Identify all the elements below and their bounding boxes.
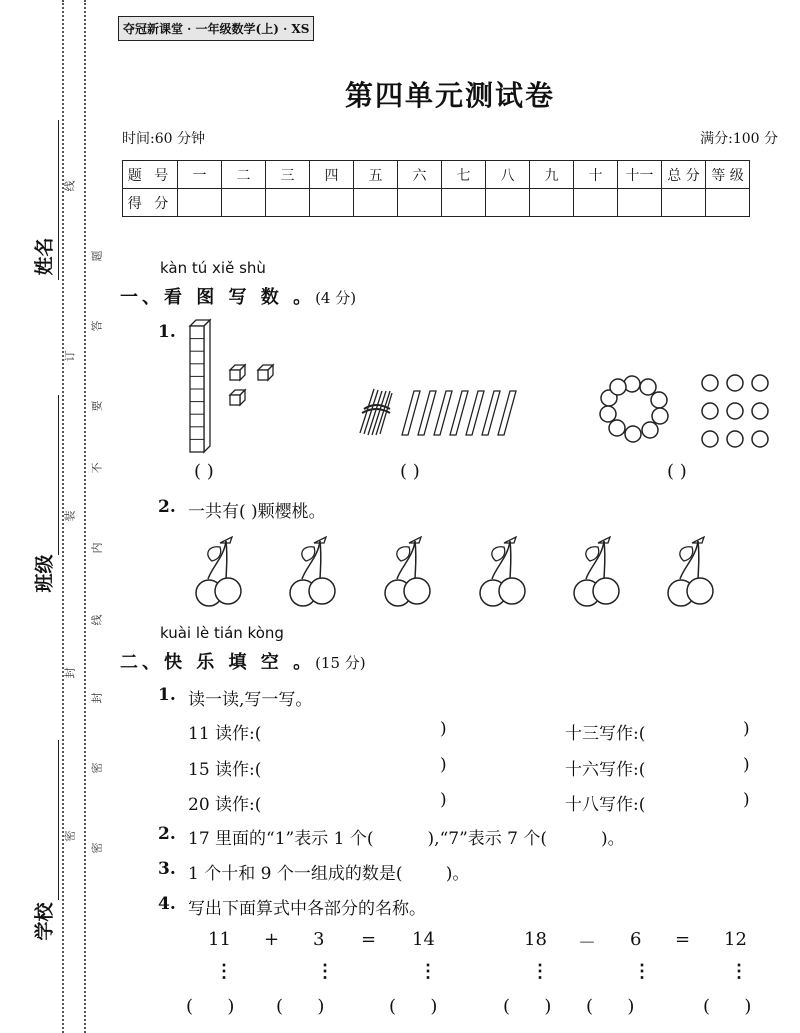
section2-title — [120, 648, 366, 674]
binding-char: 订 — [63, 350, 77, 362]
score-cell[interactable] — [354, 189, 398, 217]
equation-term: 11 — [208, 929, 231, 950]
section2-pinyin: kuài lè tián kòng — [160, 624, 284, 642]
score-cell[interactable] — [574, 189, 618, 217]
question-number: 1. — [158, 685, 176, 705]
page-title: 第四单元测试卷 — [344, 79, 555, 112]
equation-operator: = — [361, 929, 377, 950]
cherry — [480, 537, 525, 606]
cherry — [196, 537, 241, 606]
answer-blank[interactable]: ( ) — [667, 461, 687, 482]
series-tag: 夺冠新课堂 · 一年级数学(上) · XS — [118, 16, 314, 41]
table-cell: 等 级 — [706, 161, 750, 189]
equation-term: 3 — [313, 929, 325, 950]
score-cell[interactable] — [662, 189, 706, 217]
stick — [402, 391, 420, 435]
answer-blank[interactable]: ( ) — [586, 996, 635, 1017]
read-row-right: 十六写作:( — [565, 760, 646, 780]
place-value-blocks-figure — [186, 318, 286, 458]
question-number: 2. — [158, 497, 176, 517]
read-row-right-close: ) — [743, 790, 750, 810]
table-cell: 三 — [266, 161, 310, 189]
table-cell: 六 — [398, 161, 442, 189]
question-text: 一共有( )颗樱桃。 — [188, 502, 326, 522]
unit-cube — [230, 365, 245, 380]
equation-term: 14 — [412, 929, 435, 950]
table-cell: 题 号 — [123, 161, 178, 189]
stick-bundle — [360, 389, 392, 435]
score-cell[interactable] — [442, 189, 486, 217]
binding-char: 密 — [90, 842, 104, 854]
read-row-left: 15 读作:( — [188, 760, 262, 780]
equation-operator: = — [675, 929, 691, 950]
stick — [434, 391, 452, 435]
score-table-header-row — [123, 161, 750, 189]
question-text: 17 里面的“1”表示 1 个( ),“7”表示 7 个( )。 — [188, 829, 625, 849]
binding-char: 题 — [90, 250, 104, 262]
name-label: 姓名 — [33, 237, 56, 276]
read-row-right-close: ) — [743, 719, 750, 739]
table-cell: 十一 — [618, 161, 662, 189]
stick — [418, 391, 436, 435]
section2-title-text: 二、快 乐 填 空 。 — [120, 652, 316, 673]
read-row-left-close: ) — [440, 719, 447, 739]
question-number: 4. — [158, 894, 176, 914]
read-row-left-close: ) — [440, 790, 447, 810]
question-text: 写出下面算式中各部分的名称。 — [188, 899, 426, 919]
time-limit: 时间:60 分钟 — [122, 131, 205, 147]
binding-char: 线 — [63, 180, 77, 192]
table-cell: 一 — [178, 161, 222, 189]
name-underline — [58, 120, 59, 280]
binding-line-inner — [84, 0, 86, 1033]
cherry — [574, 537, 619, 606]
table-cell: 十 — [574, 161, 618, 189]
question-text: 读一读,写一写。 — [188, 690, 313, 710]
table-cell: 二 — [222, 161, 266, 189]
stick — [498, 391, 516, 435]
section2-points: (15 分) — [315, 654, 366, 672]
read-row-left: 20 读作:( — [188, 795, 262, 815]
answer-blank[interactable]: ( ) — [276, 996, 325, 1017]
read-row-right-close: ) — [743, 755, 750, 775]
table-cell: 总 分 — [662, 161, 706, 189]
table-cell: 八 — [486, 161, 530, 189]
equation-operator: + — [264, 929, 280, 950]
dots-icon: ⋮ — [531, 961, 549, 982]
answer-blank[interactable]: ( ) — [503, 996, 552, 1017]
dots-icon: ⋮ — [419, 961, 437, 982]
equation-term: 6 — [630, 929, 642, 950]
class-underline — [58, 395, 59, 555]
answer-blank[interactable]: ( ) — [703, 996, 752, 1017]
read-row-left-close: ) — [440, 755, 447, 775]
score-table-score-row — [123, 189, 750, 217]
circles-figure — [598, 370, 778, 456]
section1-pinyin: kàn tú xiě shù — [160, 259, 266, 277]
class-label: 班级 — [33, 554, 56, 593]
table-cell: 九 — [530, 161, 574, 189]
score-table — [122, 160, 750, 217]
section1-points: (4 分) — [315, 289, 357, 307]
circle-grid — [702, 375, 768, 447]
equation-term: 12 — [724, 929, 747, 950]
unit-cube — [230, 390, 245, 405]
cherry — [668, 537, 713, 606]
answer-blank[interactable]: ( ) — [389, 996, 438, 1017]
answer-blank[interactable]: ( ) — [400, 461, 420, 482]
school-label: 学校 — [33, 902, 56, 941]
binding-char: 要 — [90, 400, 104, 412]
section1-title — [120, 283, 356, 309]
score-cell[interactable] — [266, 189, 310, 217]
read-row-left: 11 读作:( — [188, 724, 262, 744]
stick — [450, 391, 468, 435]
answer-blank[interactable]: ( ) — [194, 461, 214, 482]
question-text: 1 个十和 9 个一组成的数是( )。 — [188, 864, 470, 884]
table-cell: 五 — [354, 161, 398, 189]
school-underline — [58, 740, 59, 900]
question-number: 1. — [158, 322, 176, 342]
cherry — [290, 537, 335, 606]
binding-char: 密 — [90, 762, 104, 774]
binding-char: 答 — [90, 320, 104, 332]
dots-icon: ⋮ — [730, 961, 748, 982]
sticks-figure — [352, 383, 532, 443]
binding-char: 内 — [90, 542, 104, 554]
table-cell: 四 — [310, 161, 354, 189]
score-cell[interactable] — [178, 189, 222, 217]
table-cell: 得 分 — [123, 189, 178, 217]
read-row-right: 十八写作:( — [565, 795, 646, 815]
question-number: 2. — [158, 824, 176, 844]
score-cell[interactable] — [486, 189, 530, 217]
score-cell[interactable] — [618, 189, 662, 217]
unit-cube — [258, 365, 273, 380]
full-score: 满分:100 分 — [700, 131, 778, 147]
circle-ring — [600, 376, 668, 442]
binding-char: 线 — [90, 614, 104, 626]
read-row-right: 十三写作:( — [565, 724, 646, 744]
question-number: 3. — [158, 859, 176, 879]
binding-char: 封 — [90, 692, 104, 704]
cherries-figure — [180, 535, 740, 607]
table-cell: 七 — [442, 161, 486, 189]
dots-icon: ⋮ — [633, 961, 651, 982]
equation-term: 18 — [524, 929, 547, 950]
binding-char: 不 — [90, 462, 104, 474]
score-cell[interactable] — [222, 189, 266, 217]
score-cell[interactable] — [398, 189, 442, 217]
answer-blank[interactable]: ( ) — [186, 996, 235, 1017]
stick — [482, 391, 500, 435]
binding-char: 装 — [63, 510, 77, 522]
section1-title-text: 一、看 图 写 数 。 — [120, 287, 316, 308]
equation-operator: － — [578, 933, 596, 954]
cherry — [385, 537, 430, 606]
dots-icon: ⋮ — [215, 961, 233, 982]
score-cell[interactable] — [706, 189, 750, 217]
score-cell[interactable] — [310, 189, 354, 217]
score-cell[interactable] — [530, 189, 574, 217]
binding-char: 密 — [63, 830, 77, 842]
stick — [466, 391, 484, 435]
ten-rod — [190, 320, 210, 452]
binding-char: 封 — [63, 667, 77, 679]
dots-icon: ⋮ — [316, 961, 334, 982]
